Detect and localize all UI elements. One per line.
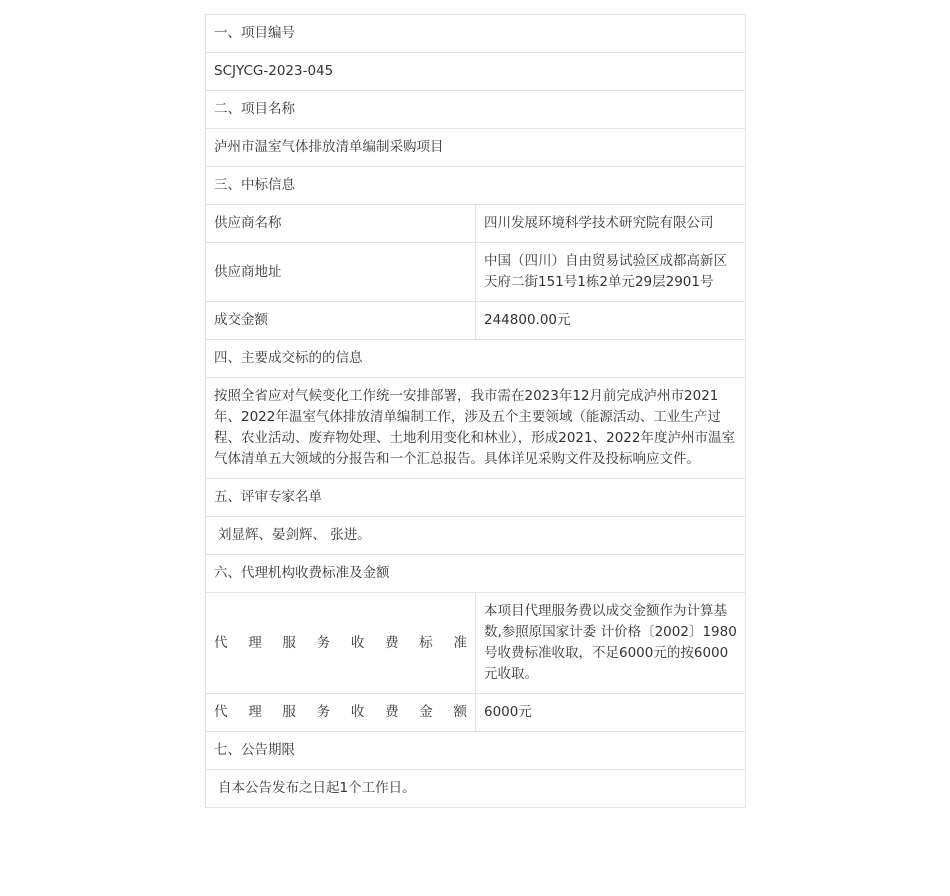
main-info-text: 按照全省应对气候变化工作统一安排部署，我市需在2023年12月前完成泸州市2021年、2022年温室气体排放清单编制工作，涉及五个主要领域（能源活动、工业生产过程、农业活动、废弃物处理、土地利用变化和林业），形成2021、2022年度泸州市温室气体清单五大领域的分报告和一个汇总报告。具体详见采购文件及投标响应文件。: [206, 378, 746, 479]
section-title-project-name: 二、项目名称: [206, 91, 746, 129]
supplier-address: 中国（四川）自由贸易试验区成都高新区天府二街151号1栋2单元29层2901号: [476, 243, 746, 302]
fee-standard-label: 代理服务收费标准: [206, 593, 476, 694]
supplier-name-label: 供应商名称: [206, 205, 476, 243]
amount-value: 244800.00元: [476, 302, 746, 340]
section-title-experts: 五、评审专家名单: [206, 479, 746, 517]
supplier-name: 四川发展环境科学技术研究院有限公司: [476, 205, 746, 243]
project-number: SCJYCG-2023-045: [206, 53, 746, 91]
supplier-address-label: 供应商地址: [206, 243, 476, 302]
fee-standard-text: 本项目代理服务费以成交金额作为计算基数,参照原国家计委 计价格〔2002〕1980号收费标准收取，不足6000元的按6000元收取。: [476, 593, 746, 694]
section-title-award: 三、中标信息: [206, 167, 746, 205]
experts-list: 刘显辉、晏剑辉、 张进。: [206, 517, 746, 555]
section-title-main-info: 四、主要成交标的的信息: [206, 340, 746, 378]
amount-label: 成交金额: [206, 302, 476, 340]
section-title-notice-period: 七、公告期限: [206, 732, 746, 770]
section-title-project-no: 一、项目编号: [206, 15, 746, 53]
section-title-agency: 六、代理机构收费标准及金额: [206, 555, 746, 593]
fee-amount-label: 代理服务收费金额: [206, 694, 476, 732]
notice-table: [205, 14, 746, 808]
project-name: 泸州市温室气体排放清单编制采购项目: [206, 129, 746, 167]
fee-amount-value: 6000元: [476, 694, 746, 732]
notice-period-text: 自本公告发布之日起1个工作日。: [206, 770, 746, 808]
